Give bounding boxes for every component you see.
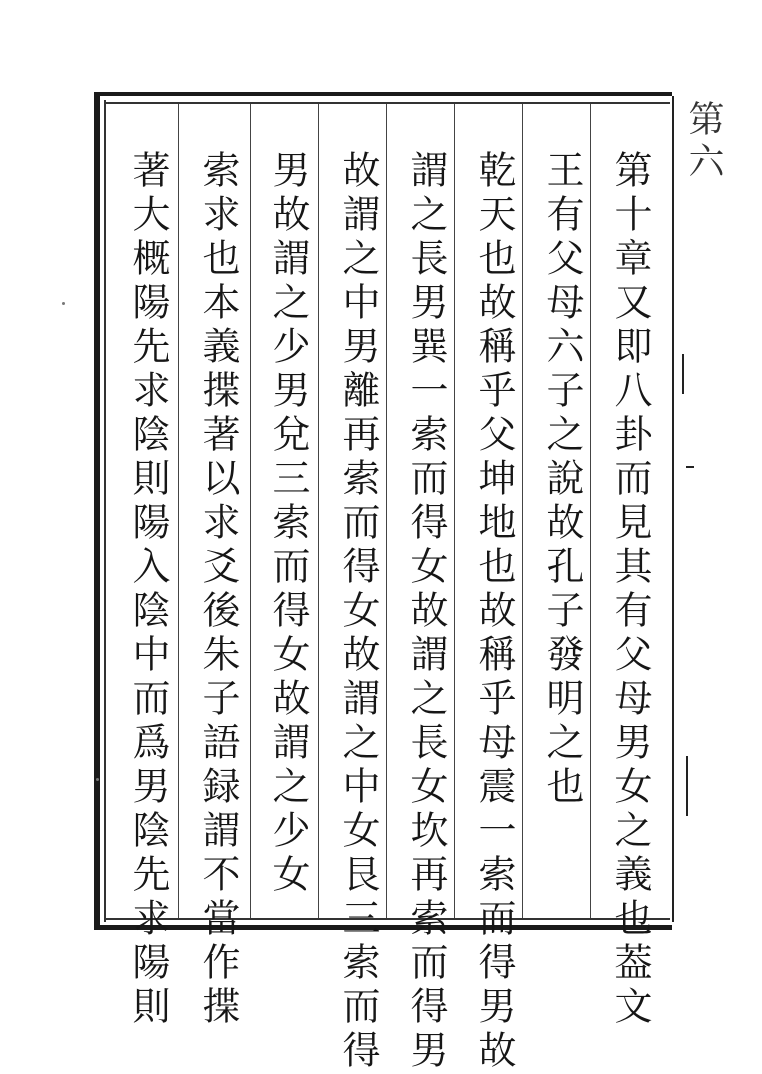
column-rule — [178, 104, 179, 918]
scan-speck — [62, 302, 65, 305]
text-column-4: 謂之長男巽一索而得女故謂之長女坎再索而得男 — [404, 150, 448, 1074]
adjacent-page-mark — [682, 354, 684, 394]
column-rule — [250, 104, 251, 918]
text-column-8: 著大概陽先求陰則陽入陰中而爲男陰先求陽則 — [126, 150, 170, 1030]
adjacent-page-mark — [686, 756, 688, 816]
adjacent-page-mark — [686, 466, 694, 468]
text-column-7: 索求也本義揲著以求爻後朱子語録謂不當作揲 — [196, 150, 240, 1030]
text-column-6: 男故謂之少男兌三索而得女故謂之少女 — [266, 150, 310, 898]
column-rule — [590, 104, 591, 918]
frame-inner-line — [104, 918, 670, 920]
text-column-2: 王有父母六子之說故孔子發明之也 — [540, 150, 584, 810]
adjacent-page-text: 第六 — [683, 100, 724, 184]
frame-inner-line — [104, 102, 670, 104]
text-column-3: 乾天也故稱乎父坤地也故稱乎母震一索而得男故 — [472, 150, 516, 1074]
adjacent-page-fragment — [672, 96, 762, 926]
scan-speck — [96, 778, 99, 781]
text-column-5: 故謂之中男離再索而得女故謂之中女艮三索而得 — [336, 150, 380, 1074]
text-column-1: 第十章又即八卦而見其有父母男女之義也葢文 — [608, 150, 652, 1030]
frame-inner-line — [104, 100, 106, 922]
column-rule — [454, 104, 455, 918]
adjacent-page-border — [672, 96, 674, 922]
column-rule — [318, 104, 319, 918]
column-rule — [522, 104, 523, 918]
column-rule — [386, 104, 387, 918]
